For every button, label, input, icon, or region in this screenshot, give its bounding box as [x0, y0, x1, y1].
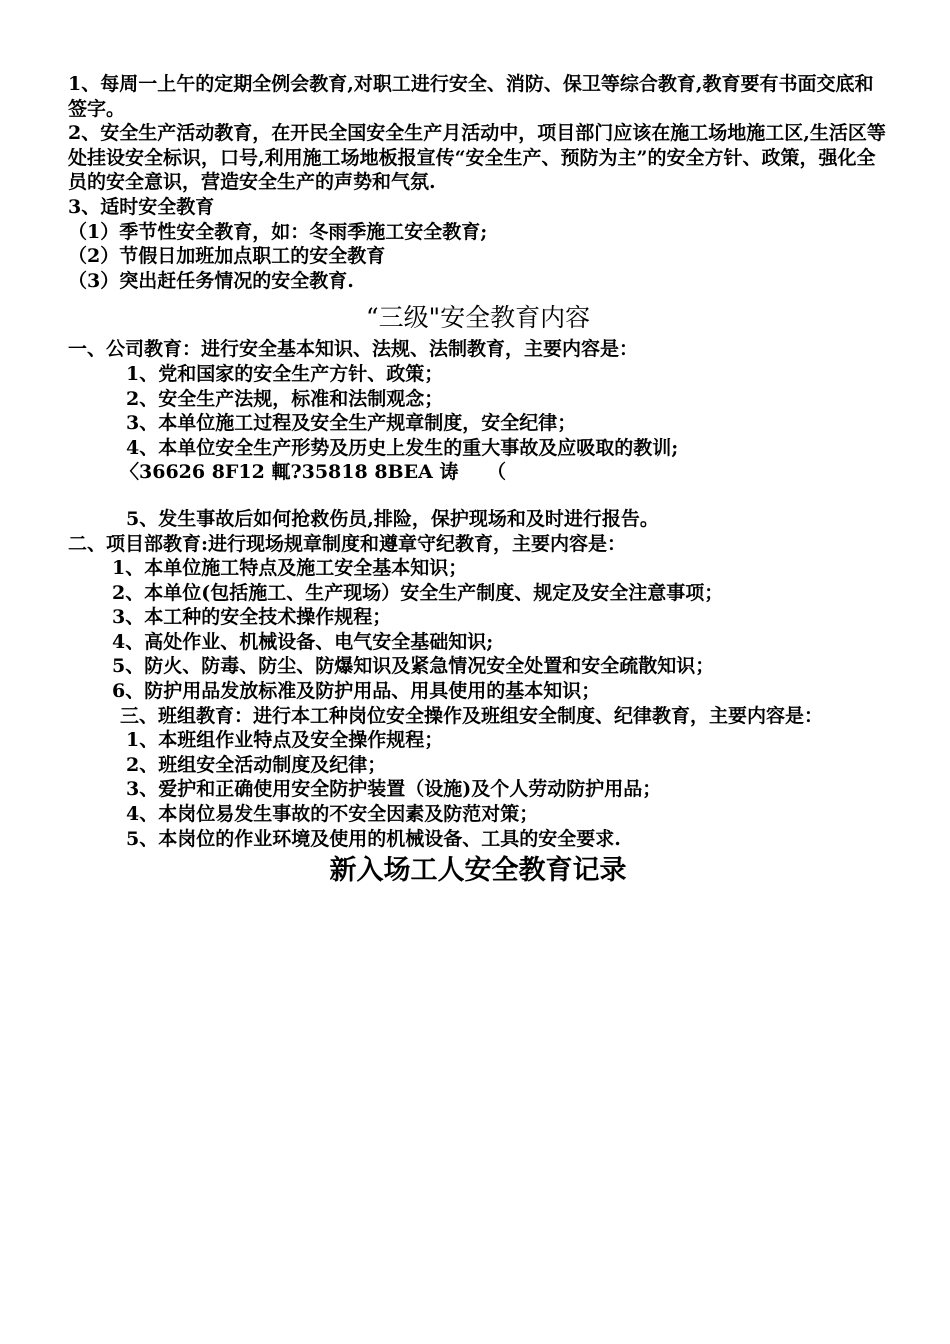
team-item-5: 5、本岗位的作业环境及使用的机械设备、工具的安全要求. [126, 827, 621, 850]
team-item-4: 4、本岗位易发生事故的不安全因素及防范对策； [126, 803, 539, 826]
company-item-2: 2、安全生产法规，标准和法制观念； [126, 387, 444, 410]
intro-sub-item-2: （2）节假日加班加点职工的安全教育 [68, 245, 386, 268]
company-item-3: 3、本单位施工过程及安全生产规章制度，安全纪律； [126, 412, 577, 435]
intro-paragraph-1: 1、每周一上午的定期全例会教育,对职工进行安全、消防、保卫等综合教育,教育要有书面交底和签字。 [68, 73, 874, 120]
team-heading: 三、班组教育：进行本工种岗位安全操作及班组安全制度、纪律教育，主要内容是： [120, 704, 824, 727]
project-heading: 二、项目部教育:进行现场规章制度和遵章守纪教育，主要内容是： [68, 532, 627, 555]
section-title: “三级"安全教育内容 [365, 303, 591, 333]
intro-sub-item-3: （3）突出赶任务情况的安全教育. [68, 269, 354, 292]
intro-sub-item-1: （1）季节性安全教育，如：冬雨季施工安全教育; [68, 220, 488, 243]
team-item-2: 2、班组安全活动制度及纪律； [126, 753, 387, 776]
team-item-3: 3、爱护和正确使用安全防护装置（设施)及个人劳动防护用品； [126, 778, 662, 801]
project-item-5: 5、防火、防毒、防尘、防爆知识及紧急情况安全处置和安全疏散知识； [112, 655, 715, 678]
bottom-title: 新入场工人安全教育记录 [329, 855, 627, 887]
project-item-4: 4、高处作业、机械设备、电气安全基础知识; [112, 630, 494, 653]
company-item-4: 4、本单位安全生产形势及历史上发生的重大事故及应吸取的教训; [126, 436, 679, 459]
project-item-6: 6、防护用品发放标准及防护用品、用具使用的基本知识； [112, 680, 601, 703]
project-item-2: 2、本单位(包括施工、生产现场）安全生产制度、规定及安全注意事项； [112, 581, 724, 604]
intro-paragraph-2: 2、安全生产活动教育，在开民全国安全生产月活动中，项目部门应该在施工场地施工区,生活区等处挂设安全标识，口号,利用施工场地板报宣传“安全生产、预防为主”的安全方针、政策，强化全员的安全意识，营造安全生产的声势和气氛. [68, 122, 886, 194]
garbled-text-line: 〈36626 8F12 輒?35818 8BEA 诪 （ [120, 461, 506, 484]
project-item-3: 3、本工种的安全技术操作规程； [112, 606, 392, 629]
company-item-1: 1、党和国家的安全生产方针、政策； [126, 362, 444, 385]
document-body [68, 72, 888, 889]
company-heading: 一、公司教育：进行安全基本知识、法规、法制教育，主要内容是： [68, 338, 639, 361]
project-item-1: 1、本单位施工特点及施工安全基本知识； [112, 557, 468, 580]
team-item-1: 1、本班组作业特点及安全操作规程； [126, 729, 444, 752]
company-item-5: 5、发生事故后如何抢救伤员,排险，保护现场和及时进行报告。 [126, 507, 659, 530]
intro-paragraph-3: 3、适时安全教育 [68, 195, 215, 218]
